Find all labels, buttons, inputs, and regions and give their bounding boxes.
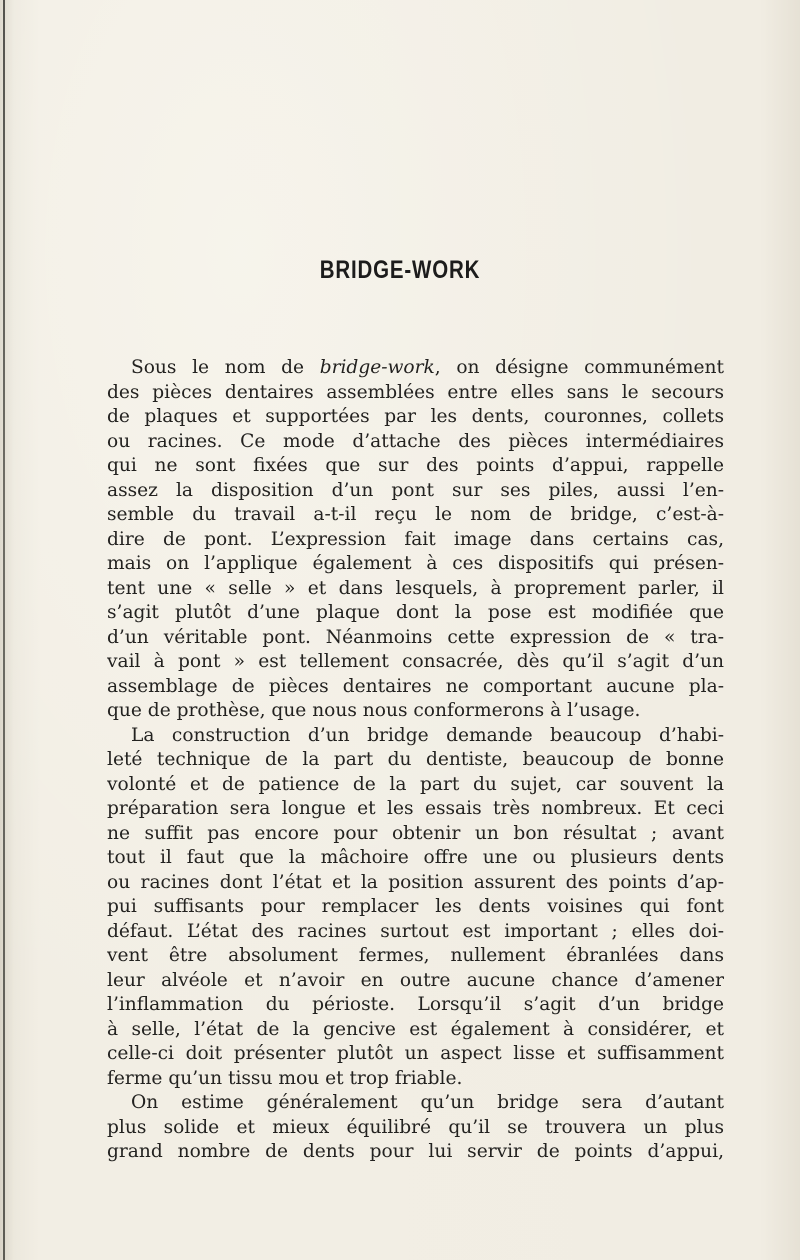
text-line: vail à pont » est tellement consacrée, dès qu’il s’agit d’un: [107, 651, 724, 672]
text-line: ou racines. Ce mode d’attache des pièces intermédiaires: [107, 430, 724, 452]
text-segment: , on désigne communément: [434, 357, 724, 378]
text-line: s’agit plutôt d’une plaque dont la pose est modifiée que: [107, 602, 724, 623]
page-edge-binding: [3, 0, 5, 1260]
text-line: pui suffisants pour remplacer les dents voisines qui font: [107, 896, 724, 917]
text-line: que de prothèse, que nous nous conformerons à l’usage.: [107, 700, 641, 721]
text-line: grand nombre de dents pour lui servir de points d’appui,: [107, 1141, 724, 1162]
italic-term: bridge-work: [319, 357, 435, 378]
text-line: qui ne sont fixées que sur des points d’appui, rappelle: [107, 455, 724, 476]
text-line: leur alvéole et n’avoir en outre aucune chance d’amener: [107, 969, 724, 991]
text-line: préparation sera longue et les essais très nombreux. Et ceci: [107, 798, 724, 819]
text-line: La construction d’un bridge demande beaucoup d’habi-: [131, 724, 724, 746]
text-line: [107, 356, 724, 381]
text-line: dire de pont. L’expression fait image dans certains cas,: [107, 528, 724, 550]
text-line: vent être absolument fermes, nullement ébranlées dans: [107, 945, 724, 966]
chapter-title: BRIDGE-WORK: [319, 256, 481, 284]
text-line: volonté et de patience de la part du sujet, car souvent la: [107, 773, 724, 795]
text-line: à selle, l’état de la gencive est également à considérer, et: [107, 1018, 724, 1040]
text-line: de plaques et supportées par les dents, couronnes, collets: [107, 406, 724, 427]
text-line: ne suffit pas encore pour obtenir un bon résultat ; avant: [107, 822, 724, 844]
text-line: assemblage de pièces dentaires ne comportant aucune pla-: [107, 675, 724, 697]
text-line: des pièces dentaires assemblées entre elles sans le secours: [107, 381, 724, 403]
text-line: ferme qu’un tissu mou et trop friable.: [107, 1067, 463, 1089]
text-line: ou racines dont l’état et la position assurent des points d’ap-: [107, 871, 724, 893]
text-line: semble du travail a-t-il reçu le nom de bridge, c’est-à-: [107, 504, 724, 525]
text-line: l’inflammation du périoste. Lorsqu’il s’agit d’un bridge: [107, 994, 724, 1015]
text-line: mais on l’applique également à ces dispositifs qui présen-: [107, 553, 724, 574]
text-line: assez la disposition d’un pont sur ses piles, aussi l’en-: [107, 479, 724, 501]
text-line: défaut. L’état des racines surtout est important ; elles doi-: [107, 920, 724, 942]
body-text: [107, 356, 724, 1165]
text-line: On estime généralement qu’un bridge sera d’autant: [131, 1092, 724, 1113]
text-line: leté technique de la part du dentiste, beaucoup de bonne: [107, 749, 724, 770]
text-segment: Sous le nom de: [131, 357, 320, 378]
text-line: tent une « selle » et dans lesquels, à proprement parler, il: [107, 577, 724, 599]
text-line: celle-ci doit présenter plutôt un aspect lisse et suffisamment: [107, 1043, 724, 1064]
text-line: tout il faut que la mâchoire offre une ou plusieurs dents: [107, 847, 724, 868]
text-line: d’un véritable pont. Néanmoins cette expression de « tra-: [107, 626, 724, 648]
text-line: plus solide et mieux équilibré qu’il se trouvera un plus: [107, 1116, 724, 1138]
